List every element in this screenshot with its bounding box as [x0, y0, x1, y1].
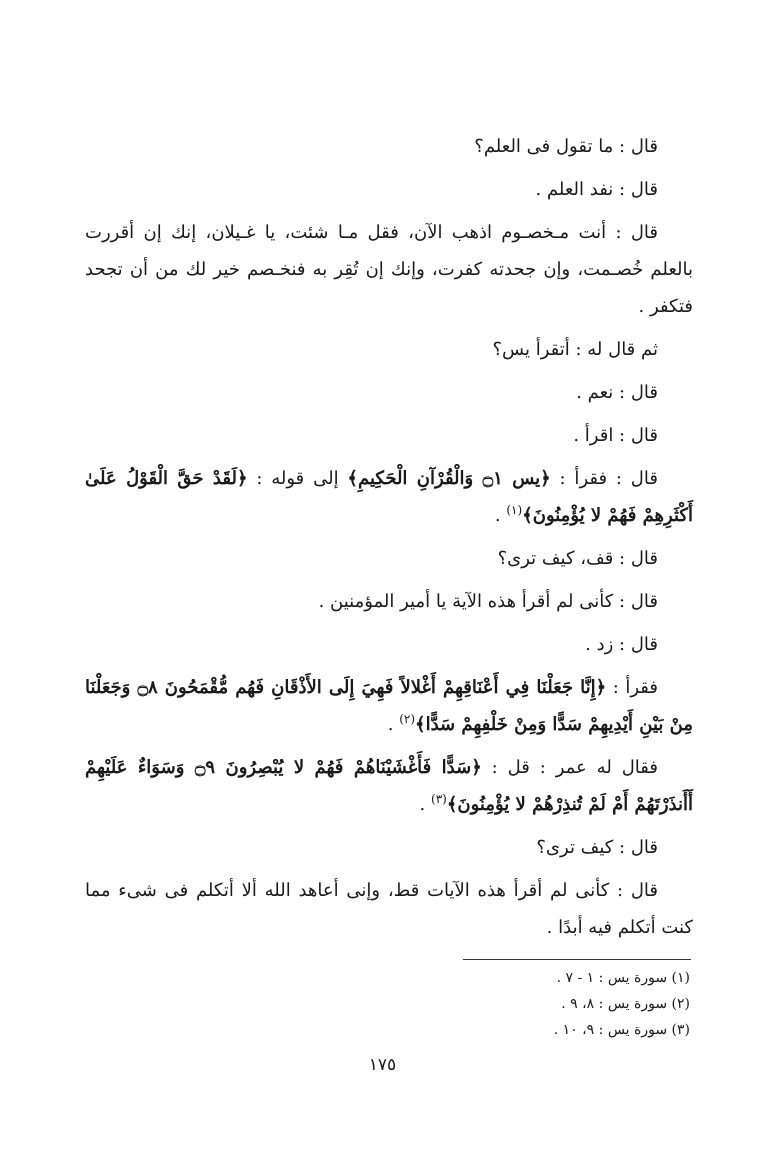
verse-yasin-1: ﴿يس ۝١ وَالْقُرْآنِ الْحَكِيمِ﴾	[347, 468, 551, 489]
footnotes	[440, 965, 690, 1043]
paragraph-6: قال : اقرأ .	[573, 425, 658, 446]
footnote-ref-2: (٢)	[399, 712, 416, 726]
paragraph-1: قال : ما تقول فى العلم؟	[474, 136, 658, 157]
footnote-3: (٣) سورة يس : ٩، ١٠ .	[553, 1022, 690, 1038]
paragraph-10: قال : زد .	[585, 634, 658, 655]
paragraph-7-mid: إلى قوله :	[256, 468, 339, 489]
paragraph-7-prefix: قال : فقرأ :	[559, 468, 658, 489]
paragraph-9: قال : كأنى لم أقرأ هذه الآية يا أمير المؤمنين .	[318, 591, 658, 612]
paragraph-7	[85, 460, 693, 534]
verse-yasin-9-10: ﴿سَدًّا فَأَغْشَيْنَاهُمْ فَهُمْ لا يُبْصِرُونَ ۝٩ وَسَوَاءٌ عَلَيْهِمْ أَأَنذَرْتَهُمْ أَمْ لَمْ تُنذِرْهُمْ لا يُؤْمِنُونَ﴾	[85, 757, 693, 815]
paragraph-11	[85, 669, 693, 743]
paragraph-12-prefix: فقال له عمر : قل :	[491, 757, 658, 778]
paragraph-8: قال : قف، كيف ترى؟	[497, 548, 658, 569]
page-number: ١٧٥	[368, 1055, 397, 1075]
footnote-1: (١) سورة يس : ١ - ٧ .	[556, 970, 690, 986]
paragraph-12-end: .	[419, 794, 426, 815]
footnote-ref-1: (١)	[506, 503, 523, 517]
footnote-2: (٢) سورة يس : ٨، ٩ .	[561, 996, 690, 1012]
verse-yasin-8-9: ﴿إِنَّا جَعَلْنَا فِي أَعْنَاقِهِمْ أَغْلالاً فَهِيَ إِلَى الأَذْقَانِ فَهُم مُّقْمَحُونَ ۝٨ وَجَعَلْنَا مِنْ بَيْنِ أَيْدِيهِمْ سَدًّا وَمِنْ خَلْفِهِمْ سَدًّا﴾	[85, 677, 693, 735]
paragraph-13: قال : كيف ترى؟	[536, 837, 658, 858]
footnote-ref-3: (٣)	[431, 792, 447, 806]
paragraph-12	[85, 749, 693, 823]
paragraph-11-prefix: فقرأ :	[612, 677, 658, 698]
paragraph-2: قال : نفد العلم .	[535, 179, 658, 200]
paragraph-11-end: .	[387, 714, 394, 735]
page-body	[85, 128, 693, 952]
footnote-divider	[463, 959, 691, 960]
verse-yasin-7: ﴿لَقَدْ حَقَّ الْقَوْلُ عَلَىٰ أَكْثَرِهِمْ فَهُمْ لا يُؤْمِنُونَ﴾	[85, 468, 693, 526]
paragraph-5: قال : نعم .	[576, 382, 658, 403]
paragraph-14: قال : كأنى لم أقرأ هذه الآيات قط، وإنى أعاهد الله ألا أتكلم فى شىء مما كنت أتكلم فيه أبدًا .	[85, 880, 693, 938]
paragraph-3: قال : أنت مـخصـوم اذهب الآن، فقل مـا شئت، يا غـيلان، إنك إن أقررت بالعلم خُصـمت، وإن جحدته كفرت، وإنك إن تُقِر به فنخـصم خير لك من أن تجحد فتكفر .	[85, 222, 693, 317]
paragraph-4: ثم قال له : أتقرأ يس؟	[492, 339, 658, 360]
paragraph-7-end: .	[494, 505, 501, 526]
